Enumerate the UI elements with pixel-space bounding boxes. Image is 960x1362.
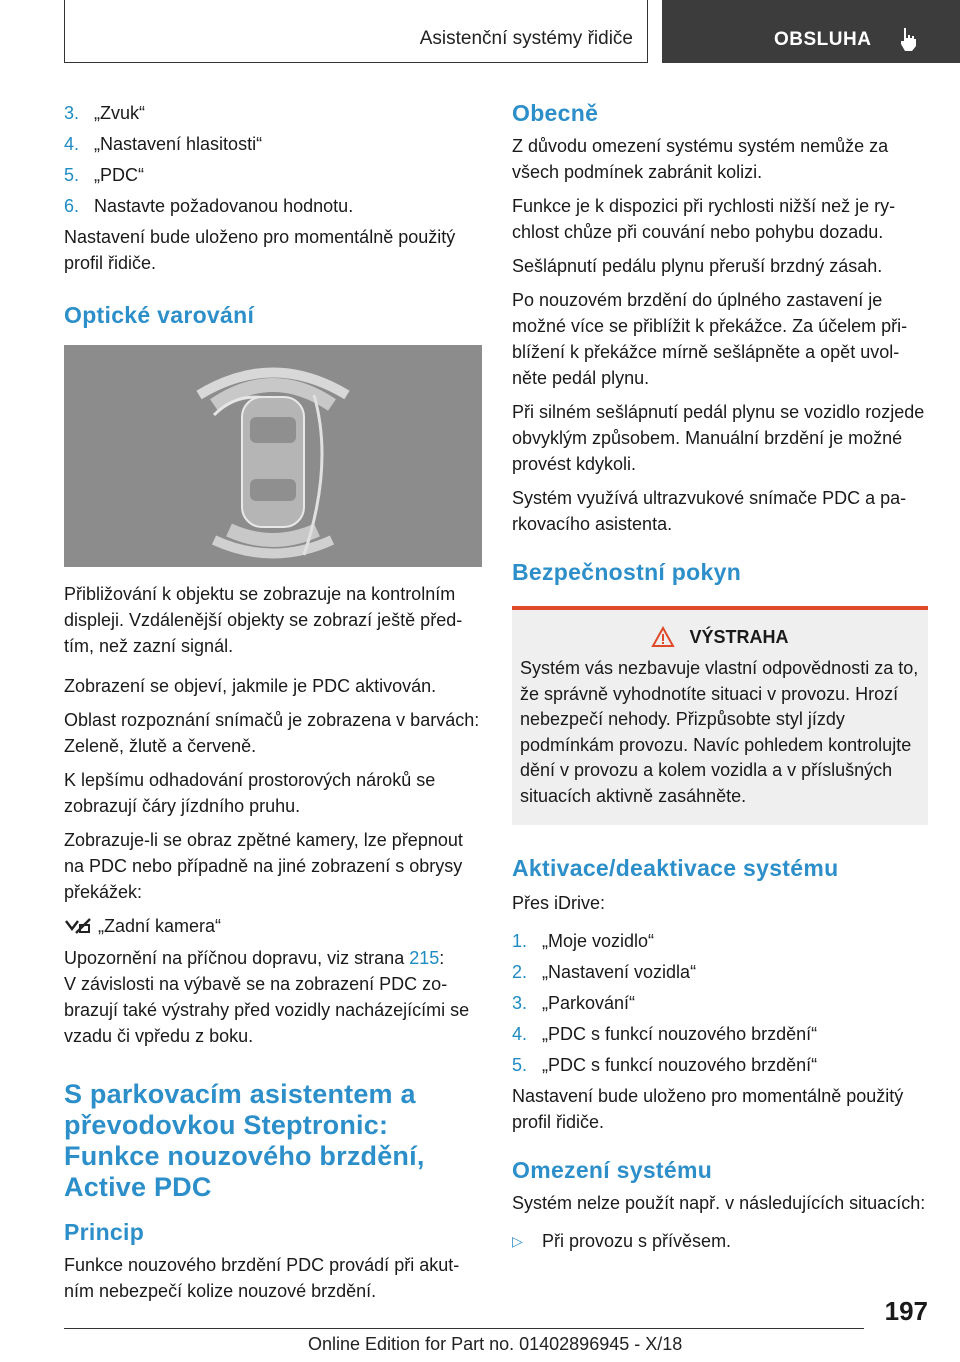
step-number: 2. xyxy=(512,962,528,982)
list-item xyxy=(512,959,928,985)
step-number: 3. xyxy=(64,103,80,123)
step-number: 1. xyxy=(512,931,528,951)
warning-triangle-icon xyxy=(651,626,675,648)
bullet-text: Při provozu s přívěsem. xyxy=(542,1231,732,1251)
paragraph: Funkce je k dispozici při rychlosti nižší než je rychlost chůze při couvání nebo pohybu dozadu. xyxy=(512,196,896,242)
step-text: „Nastavení vozidla“ xyxy=(542,962,697,982)
list-item xyxy=(512,1021,928,1047)
saved-note: Nastavení bude uloženo pro momentálně použitý profil řidiče. xyxy=(512,1086,904,1132)
warning-text: Systém vás nezbavuje vlastní odpovědnosti za to, že správně vyhodnotíte situaci v provozu. Hrozí nebezpečí nehody. Přizpůsobte styl jízdy podmínkám provozu. Navíc pohledem kontrolujte dění v provozu a kolem vozidla a v příslušných situacích aktivně zasáhněte. xyxy=(520,658,919,806)
step-text: „Zvuk“ xyxy=(94,103,145,123)
paragraph: Oblast rozpoznání snímačů je zobrazena v barvách: Zeleně, žlutě a červeně. xyxy=(64,710,480,756)
paragraph: Funkce nouzového brzdění PDC provádí při akutním nebezpečí kolize nouzové brzdění. xyxy=(64,1255,460,1301)
step-text: „Nastavení hlasitosti“ xyxy=(94,134,263,154)
paragraph: Systém nelze použít např. v následujících situacích: xyxy=(512,1193,926,1213)
text: Upozornění na příčnou dopravu, viz strana xyxy=(64,948,410,968)
step-text: Nastavte požadovanou hodnotu. xyxy=(94,196,354,216)
list-item xyxy=(512,990,928,1016)
paragraph: Zobrazení se objeví, jakmile je PDC aktivován. xyxy=(64,676,437,696)
paragraph: Zobrazuje-li se obraz zpětné kamery, lze přepnout na PDC nebo případně na jiné zobrazení s obrysy překážek: xyxy=(64,830,463,902)
paragraph: Systém využívá ultrazvukové snímače PDC a parkovacího asistenta. xyxy=(512,488,907,534)
limits-heading: Omezení systému xyxy=(512,1157,713,1183)
chapter-tab xyxy=(662,0,960,63)
cross-traffic-note xyxy=(64,945,482,971)
step-number: 4. xyxy=(64,134,80,154)
safety-heading: Bezpečnostní pokyn xyxy=(512,559,742,585)
step-number: 3. xyxy=(512,993,528,1013)
rear-camera-icon xyxy=(64,915,92,937)
paragraph: Přibližování k objektu se zobrazuje na kontrolním displeji. Vzdálenější objekty se zobrazí ještě předtím, než zazní signál. xyxy=(64,584,463,656)
general-heading: Obecně xyxy=(512,100,599,126)
optical-warning-heading: Optické varování xyxy=(64,302,255,328)
paragraph: Z důvodu omezení systému systém nemůže za všech podmínek zabránit kolizi. xyxy=(512,136,889,182)
step-number: 5. xyxy=(512,1055,528,1075)
list-item xyxy=(64,162,482,188)
warning-title: VÝSTRAHA xyxy=(689,626,789,647)
left-column xyxy=(64,100,482,1312)
right-column xyxy=(512,100,928,1254)
step-number: 4. xyxy=(512,1024,528,1044)
list-item xyxy=(64,913,482,939)
text: : xyxy=(439,948,445,968)
section-heading: S parkovacím asistentem a převodovkou Steptronic: Funkce nouzového brzdění, Active PDC xyxy=(64,1079,425,1202)
chapter-title: OBSLUHA xyxy=(774,29,872,50)
hand-pointer-icon xyxy=(898,26,920,52)
step-text: „PDC s funkcí nouzového brzdění“ xyxy=(542,1055,818,1075)
step-text: „PDC s funkcí nouzového brzdění“ xyxy=(542,1024,818,1044)
activation-heading: Aktivace/deaktivace systému xyxy=(512,855,839,881)
step-text: „Moje vozidlo“ xyxy=(542,931,655,951)
list-item xyxy=(512,1228,928,1254)
footer-divider xyxy=(64,1328,864,1329)
warning-box xyxy=(512,606,928,825)
list-item xyxy=(64,100,482,126)
list-item xyxy=(512,1052,928,1078)
warning-title-row xyxy=(520,626,920,648)
section-title: Asistenční systémy řidiče xyxy=(419,28,633,49)
paragraph: V závislosti na výbavě se na zobrazení PDC zobrazují také výstrahy před vozidly nacházejícími se vzadu či vpředu z boku. xyxy=(64,974,470,1046)
principle-heading: Princip xyxy=(64,1219,145,1245)
page-link[interactable]: 215 xyxy=(409,948,440,968)
list-item xyxy=(64,193,482,219)
page-header xyxy=(0,0,960,66)
paragraph: Po nouzovém brzdění do úplného zastavení je možné více se přiblížit k překážce. Za účelem přiblížení k překážce mírně sešlápněte a opět uvolněte pedál plynu. xyxy=(512,290,908,388)
paragraph: Sešlápnutí pedálu plynu přeruší brzdný zásah. xyxy=(512,256,883,276)
page-number: 197 xyxy=(884,1296,928,1326)
saved-note: Nastavení bude uloženo pro momentálně použitý profil řidiče. xyxy=(64,227,456,273)
step-number: 6. xyxy=(64,196,80,216)
paragraph: Přes iDrive: xyxy=(512,893,606,913)
list-item xyxy=(512,928,928,954)
paragraph: Při silném sešlápnutí pedál plynu se vozidlo rozjede obvyklým způsobem. Manuální brzdění je možné provést kdykoli. xyxy=(512,402,925,474)
list-item xyxy=(64,131,482,157)
bullet-triangle-icon: ▷ xyxy=(512,1233,523,1249)
paragraph: K lepšímu odhadování prostorových nároků se zobrazují čáry jízdního pruhu. xyxy=(64,770,436,816)
pdc-display-image xyxy=(64,345,482,567)
step-number: 5. xyxy=(64,165,80,185)
camera-item-label: „Zadní kamera“ xyxy=(98,916,222,936)
step-text: „Parkování“ xyxy=(542,993,636,1013)
step-text: „PDC“ xyxy=(94,165,144,185)
section-tab xyxy=(64,0,648,63)
edition-note: Online Edition for Part no. 01402896945 - X/18 xyxy=(308,1334,683,1354)
